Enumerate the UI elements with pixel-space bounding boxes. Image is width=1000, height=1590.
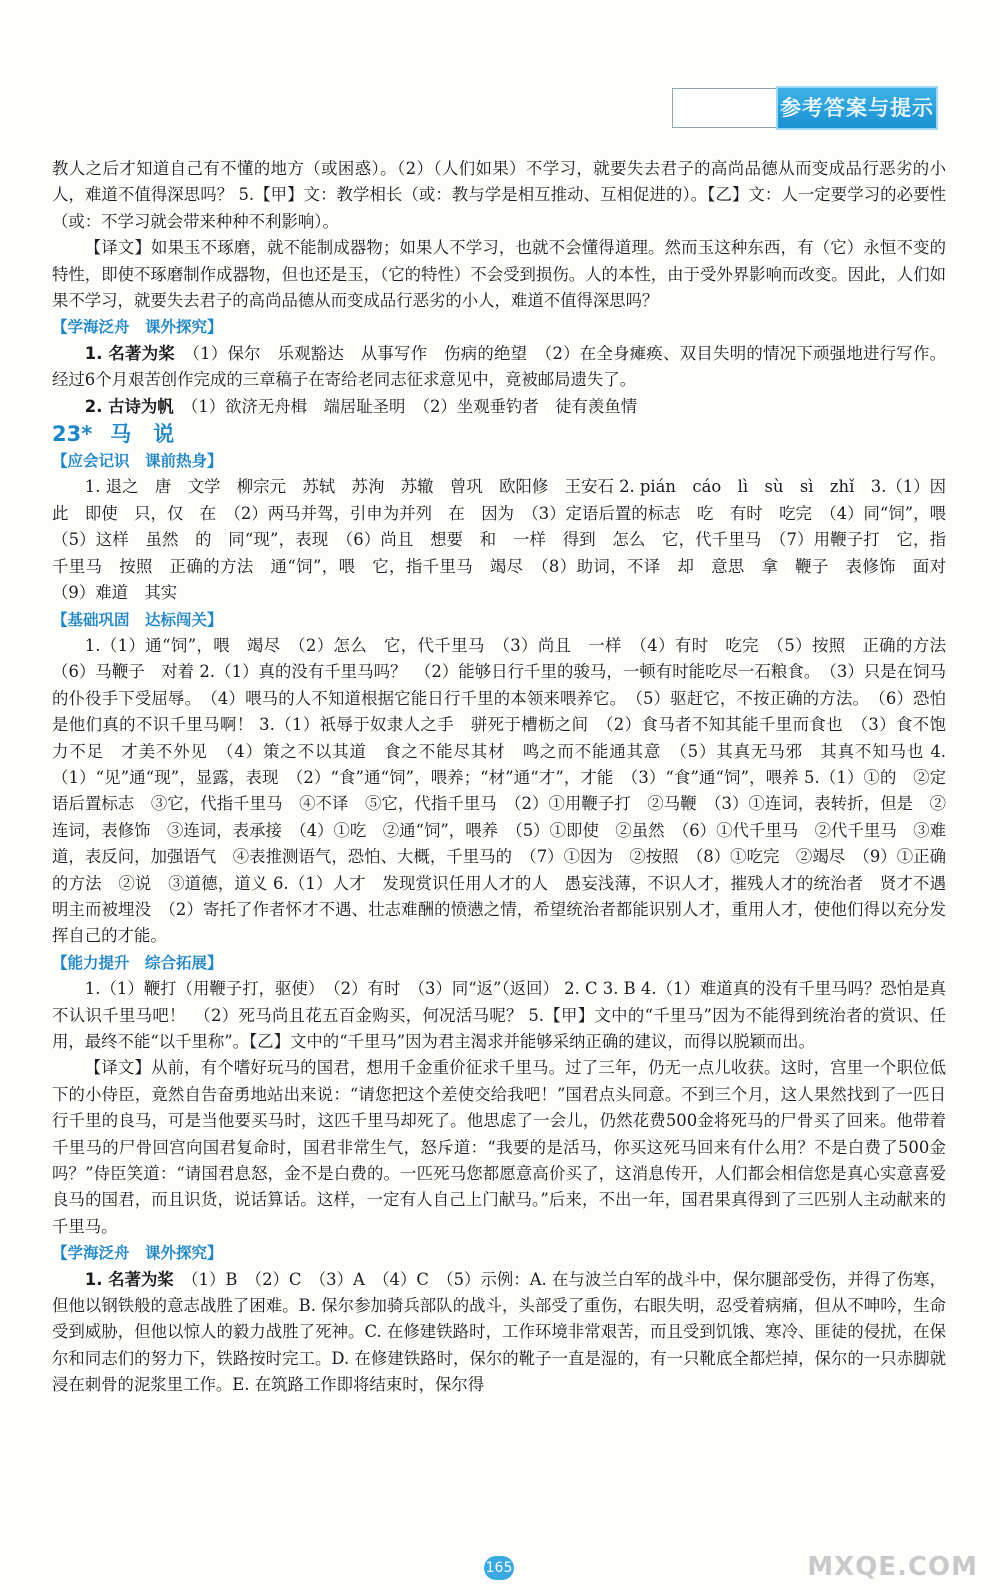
lesson-title-part2: 说	[153, 422, 175, 447]
intro-paragraph-1: 教人之后才知道自己有不懂的地方（或困惑）。（2）（人们如果）不学习，就要失去君子的高尚品德从而变成品行恶劣的小人，难道不值得深思吗？ 5.【甲】文：教学相长（或：教与学是相互推动、互相促进的）。【乙】文：人一定要学习的必要性（或：不学习就会带来种种不利影响）。	[52, 159, 946, 231]
section-heading-explore-2: 【学海泛舟 课外探究】	[52, 1244, 223, 1263]
lesson-question-1	[52, 1267, 946, 1399]
lesson-title-part1: 马	[110, 422, 132, 447]
intro-question-1	[52, 341, 946, 394]
memory-answers: 1. 退之 唐 文学 柳宗元 苏轼 苏洵 苏辙 曾巩 欧阳修 王安石 2. pián cáo lì sù sì zhǐ 3.（1）因此 即使 只，仅 在 （2）两马并驾，引申为并列 在 因为 （3）定语后置的标志 吃 有时 吃完 （4）同“饲”，喂 （5）这样 虽然 的 同“现”，表现 （6）尚且 想要 和 一样 得到 怎么 它，代千里马 （7）用鞭子打 它，指千里马 按照 正确的方法 通“饲”，喂 它，指千里马 竭尽 （8）助词，不译 却 意思 拿 鞭子 表修饰 面对 （9）难道 其实	[52, 477, 963, 603]
basic-answers: 1.（1）通“饲”，喂 竭尽 （2）怎么 它，代千里马 （3）尚且 一样 （4）有时 吃完 （5）按照 正确的方法 （6）马鞭子 对着 2.（1）真的没有千里马吗？ （2）能够日行千里的骏马，一顿有时能吃尽一石粮食。 （3）只是在饲马的仆役手下受屈辱。 （4）喂马的人不知道根据它能日行千里的本领来喂养它。 （5）驱赶它，不按正确的方法。 （6）恐怕是他们真的不识千里马啊！ 3.（1）祇辱于奴隶人之手 骈死于槽枥之间 （2）食马者不知其能千里而食也 （3）食不饱 力不足 才美不外见 （4）策之不以其道 食之不能尽其材 鸣之而不能通其意 （5）其真无马邪 其真不知马也 4.（1）“见”通“现”，显露，表现 （2）“食”通“饲”，喂养；“材”通“才”，才能 （3）“食”通“饲”，喂养 5.（1）①的 ②定语后置标志 ③它，代指千里马 ④不译 ⑤它，代指千里马 （2）①用鞭子打 ②马鞭 （3）①连词，表转折，但是 ②连词，表修饰 ③连词，表承接 （4）①吃 ②通“饲”，喂养 （5）①即使 ②虽然 （6）①代千里马 ②代千里马 ③难道，表反问，加强语气 ④表推测语气，恐怕、大概，千里马的 （7）①因为 ②按照 （8）①吃完 ②竭尽 （9）①正确的方法 ②说 ③道德，道义 6.（1）人才 发现赏识任用人才的人 愚妄浅薄，不识人才，摧残人才的统治者 贤才不遇明主而被埋没 （2）寄托了作者怀才不遇、壮志难酬的愤懑之情，希望统治者都能识别人才，重用人才，使他们得以充分发挥自己的才能。	[52, 635, 963, 946]
intro-translation: 【译文】如果玉不琢磨，就不能制成器物；如果人不学习，也就不会懂得道理。然而玉这种东西，有（它）永恒不变的特性，即使不琢磨制作成器物，但也还是玉，（它的特性）不会受到损伤。人的本性，由于受外界影响而改变。因此，人们如果不学习，就要失去君子的高尚品德从而变成品行恶劣的小人，难道不值得深思吗？	[52, 238, 946, 311]
watermark-logo: MXQE.COM	[807, 1552, 978, 1582]
question-text: （1）保尔 乐观豁达 从事写作 伤病的绝望 （2）在全身瘫痪、双目失明的情况下顽强地进行写作。经过6个月艰苦创作完成的三章稿子在寄给老同志征求意见中，竟被邮局遗失了。	[52, 343, 946, 390]
section-heading-memory: 【应会记识 课前热身】	[52, 452, 223, 471]
question-label: 2. 古诗为帆	[84, 396, 174, 416]
section-heading-basic: 【基础巩固 达标闯关】	[52, 610, 223, 629]
lesson-title	[52, 420, 946, 448]
lesson-translation: 【译文】从前，有个嗜好玩马的国君，想用千金重价征求千里马。过了三年，仍无一点儿收获。这时，宫里一个职位低下的小侍臣，竟然自告奋勇地站出来说：“请您把这个差使交给我吧！”国君点头同意。不到三个月，这人果然找到了一匹日行千里的良马，可是当他要买马时，这匹千里马却死了。他思虑了一会儿，仍然花费500金将死马的尸骨买了回来。他带着千里马的尸骨回宫向国君复命时，国君非常生气，怒斥道：“我要的是活马，你买这死马回来有什么用？不是白费了500金吗？”侍臣笑道：“请国君息怒，金不是白费的。一匹死马您都愿意高价买了，这消息传开，人们都会相信您是真心实意喜爱良马的国君，而且识货，说话算话。这样，一定有人自己上门献马。”后来，不出一年，国君果真得到了三匹别人主动献来的千里马。	[52, 1058, 946, 1236]
section-heading-explore: 【学海泛舟 课外探究】	[52, 318, 223, 337]
question-text: （1）B （2）C （3）A （4）C （5）示例：A. 在与波兰白军的战斗中，保尔腿部受伤，并得了伤寒，但他以钢铁般的意志战胜了困难。B. 保尔参加骑兵部队的战斗，头部受了重伤，右眼失明，忍受着病痛，但从不呻吟，生命受到威胁，但他以惊人的毅力战胜了死神。C. 在修建铁路时，工作环境非常艰苦，而且受到饥饿、寒冷、匪徒的侵扰，在保尔和同志们的努力下，铁路按时完工。D. 在修建铁路时，保尔的靴子一直是湿的，有一只靴底全都烂掉，保尔的一只赤脚就浸在刺骨的泥浆里工作。E. 在筑路工作即将结束时，保尔得	[52, 1269, 946, 1395]
question-text: （1）欲济无舟楫 端居耻圣明 （2）坐观垂钓者 徒有羡鱼情	[190, 396, 638, 416]
lesson-number: 23*	[52, 422, 93, 447]
page-number: 165	[484, 1556, 514, 1580]
section-heading-ability: 【能力提升 综合拓展】	[52, 953, 223, 972]
intro-question-2	[52, 394, 946, 420]
header-tab: 参考答案与提示	[776, 86, 938, 130]
question-label: 1. 名著为桨	[84, 343, 176, 363]
question-label: 1. 名著为桨	[84, 1269, 174, 1289]
ability-answers: 1.（1）鞭打（用鞭子打，驱使） （2）有时 （3）同“返”（返回） 2. C 3. B 4.（1）难道真的没有千里马吗？恐怕是真不认识千里马吧！ （2）死马尚且花五百金购买，何况活马呢？ 5.【甲】文中的“千里马”因为不能得到统治者的赏识、任用，最终不能“以千里称”。【乙】文中的“千里马”因为君主渴求并能够采纳正确的建议，而得以脱颖而出。	[52, 979, 946, 1051]
header-blank-box	[672, 88, 777, 128]
page-content	[52, 156, 963, 1399]
